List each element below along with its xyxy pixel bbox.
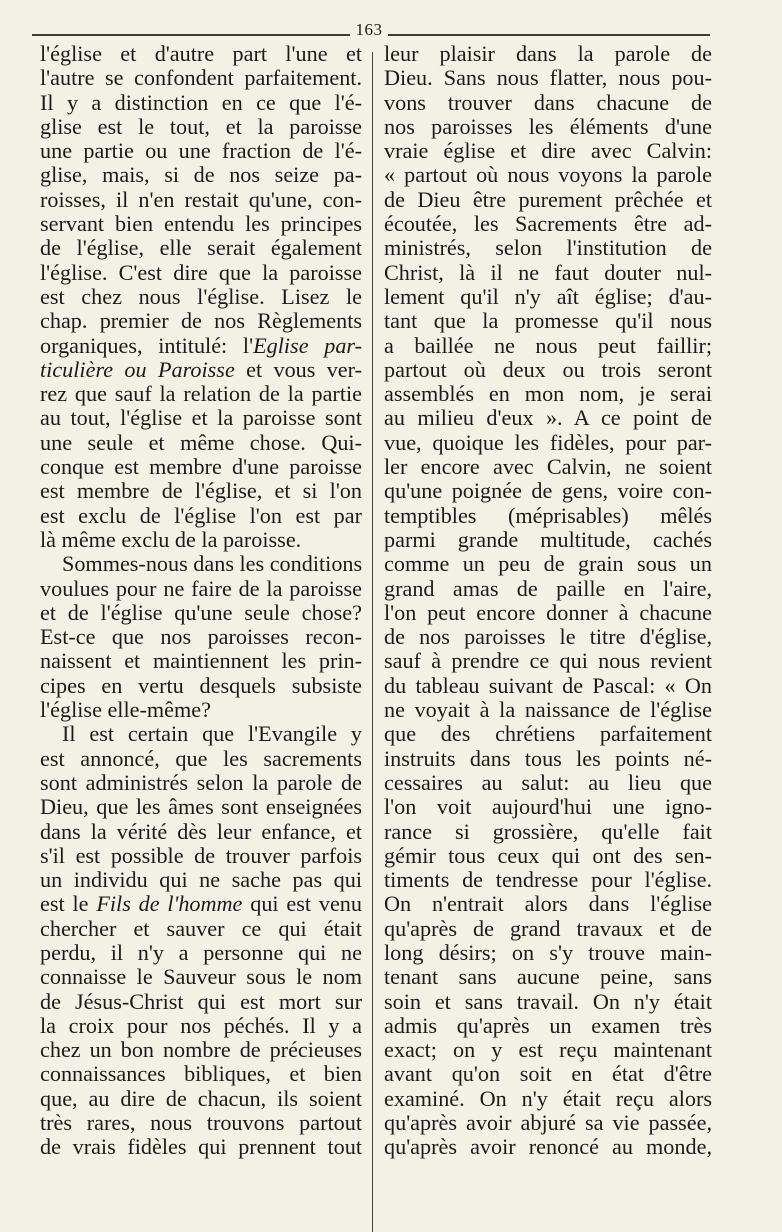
text-line: temptibles (méprisables) mêlés [384, 502, 712, 528]
text-line: vons trouver dans chacune de [384, 89, 712, 115]
text-line [40, 358, 362, 382]
text-line: dans la vérité dès leur enfance, et [40, 818, 362, 844]
italic-text: Fils de l'homme [96, 891, 243, 917]
text-line: conque est membre d'une paroisse [40, 454, 362, 480]
text-line: a baillée ne nous peut faillir; [384, 332, 712, 358]
text-line: au milieu d'eux ». A ce point de [384, 405, 712, 431]
text-line: chercher et sauver ce qui était [40, 915, 362, 941]
text-line: vraie église et dire avec Calvin: [384, 138, 712, 164]
text-line: la croix pour nos péchés. Il y a [40, 1012, 362, 1038]
line-text: organiques, intitulé: l' [40, 332, 254, 358]
right-column [384, 42, 712, 1160]
text-line: nos paroisses les éléments d'une [384, 113, 712, 139]
text-line: que des chrétiens parfaitement [384, 721, 712, 747]
text-line: de nos paroisses le titre d'église, [384, 624, 712, 650]
text-line [40, 892, 362, 916]
text-line: tenant sans aucune peine, sans [384, 964, 712, 990]
text-line: Il y a distinction en ce que l'é- [40, 89, 362, 115]
text-line: connaissances bibliques, et bien [40, 1061, 362, 1087]
text-line: l'on peut encore donner à chacune [384, 599, 712, 625]
text-line: timents de tendresse pour l'église. [384, 867, 712, 893]
text-line: On n'entrait alors dans l'église [384, 891, 712, 917]
text-line: ne voyait à la naissance de l'église [384, 697, 712, 723]
text-line: sont administrés selon la parole de [40, 769, 362, 795]
page-number: 163 [355, 20, 383, 39]
text-line: est annoncé, que les sacrements [40, 745, 362, 771]
text-line: Sommes-nous dans les conditions [62, 551, 363, 577]
text-line: Est-ce que nos paroisses recon- [40, 624, 362, 650]
text-line: un individu qui ne sache pas qui [40, 867, 362, 893]
header-rule-right [388, 34, 710, 36]
line-text: qui est venu [242, 891, 362, 917]
text-line: exact; on y est reçu maintenant [384, 1037, 712, 1063]
text-line: « partout où nous voyons la parole [384, 162, 712, 188]
text-line: est exclu de l'église l'on est par [40, 502, 362, 528]
text-line: grand amas de paille en l'aire, [384, 575, 712, 601]
line-text: et vous ver- [234, 356, 362, 382]
text-line: lement qu'il n'y aît église; d'au- [384, 283, 712, 309]
text-line: rez que sauf la relation de la partie [40, 381, 362, 407]
text-line: connaisse le Sauveur sous le nom [40, 964, 362, 990]
text-line: Christ, là il ne faut douter nul- [384, 259, 712, 285]
text-line: gémir tous ceux qui ont des sen- [384, 842, 712, 868]
left-column [40, 42, 362, 1160]
text-line: du tableau suivant de Pascal: « On [384, 672, 712, 698]
text-line: long désirs; on s'y trouve main- [384, 939, 712, 965]
text-line: l'église elle-même? [40, 697, 211, 723]
text-line: écoutée, les Sacrements être ad- [384, 211, 712, 237]
text-line: perdu, il n'y a personne qui ne [40, 939, 362, 965]
text-line: parmi grande multitude, cachés [384, 526, 712, 552]
text-line: de Dieu être purement prêchée et [384, 186, 712, 212]
text-line: ler encore avec Calvin, ne soient [384, 454, 712, 480]
text-line: tant que la promesse qu'il nous [384, 308, 712, 334]
text-line [40, 334, 362, 358]
text-line: de l'église, elle serait également [40, 235, 362, 261]
text-line: une seule et même chose. Qui- [40, 429, 362, 455]
text-line: l'on voit aujourd'hui une igno- [384, 794, 712, 820]
text-line: est membre de l'église, et si l'on [40, 478, 362, 504]
text-line: Il est certain que l'Evangile y [62, 721, 362, 747]
text-line: et de l'église qu'une seule chose? [40, 599, 362, 625]
text-line: voulues pour ne faire de la paroisse [40, 575, 362, 601]
text-line: qu'après avoir renoncé au monde, [384, 1134, 712, 1160]
text-line: roisses, il n'en restait qu'une, con- [40, 186, 362, 212]
italic-text: Eglise par- [253, 332, 362, 358]
text-line: rance si grossière, qu'elle fait [384, 818, 712, 844]
text-line: Dieu, que les âmes sont enseignées [40, 794, 362, 820]
text-line: glise est le tout, et la paroisse [40, 113, 362, 139]
text-line: examiné. On n'y était reçu alors [384, 1085, 712, 1111]
text-line: vue, quoique les fidèles, pour par- [384, 429, 712, 455]
text-line: l'église. C'est dire que la paroisse [40, 259, 362, 285]
line-text: est le [40, 891, 97, 917]
text-line: de vrais fidèles qui prennent tout [40, 1134, 362, 1160]
column-divider [372, 52, 373, 1232]
text-line: Dieu. Sans nous flatter, nous pou- [384, 65, 712, 91]
text-line: assemblés en mon nom, je serai [384, 381, 712, 407]
text-line: s'il est possible de trouver parfois [40, 842, 362, 868]
text-line: soin et sans travail. On n'y était [384, 988, 712, 1014]
text-line: que, au dire de chacun, ils soient [40, 1085, 362, 1111]
text-line: là même exclu de la paroisse. [40, 526, 302, 552]
text-line: chez un bon nombre de précieuses [40, 1037, 362, 1063]
text-line: glise, mais, si de nos seize pa- [40, 162, 362, 188]
text-line: l'autre se confondent parfaitement. [40, 65, 362, 91]
text-line: au tout, l'église et la paroisse sont [40, 405, 362, 431]
text-line: qu'après avoir abjuré sa vie passée, [384, 1110, 712, 1136]
text-line: est chez nous l'église. Lisez le [40, 283, 362, 309]
italic-text: ticulière ou Paroisse [40, 356, 235, 382]
text-line: comme un peu de grain sous un [384, 551, 712, 577]
text-line: servant bien entendu les principes [40, 211, 362, 237]
text-line: qu'une poignée de gens, voire con- [384, 478, 712, 504]
text-line: sauf à prendre ce qui nous revient [384, 648, 712, 674]
text-line: chap. premier de nos Règlements [40, 308, 362, 334]
text-line: naissent et maintiennent les prin- [40, 648, 362, 674]
header-rule-left [32, 34, 350, 36]
text-line: l'église et d'autre part l'une et [40, 41, 362, 66]
text-line: avant qu'on soit en état d'être [384, 1061, 712, 1087]
text-line: partout où deux ou trois seront [384, 356, 712, 382]
text-line: cessaires au salut: au lieu que [384, 769, 712, 795]
text-line: ministrés, selon l'institution de [384, 235, 712, 261]
text-line: qu'après de grand travaux et de [384, 915, 712, 941]
text-line: admis qu'après un examen très [384, 1012, 712, 1038]
text-line: très rares, nous trouvons partout [40, 1110, 362, 1136]
text-line: cipes en vertu desquels subsiste [40, 672, 362, 698]
text-line: instruits dans tous les points né- [384, 745, 712, 771]
text-line: une partie ou une fraction de l'é- [40, 138, 362, 164]
text-line: de Jésus-Christ qui est mort sur [40, 988, 362, 1014]
text-line: leur plaisir dans la parole de [384, 41, 712, 66]
